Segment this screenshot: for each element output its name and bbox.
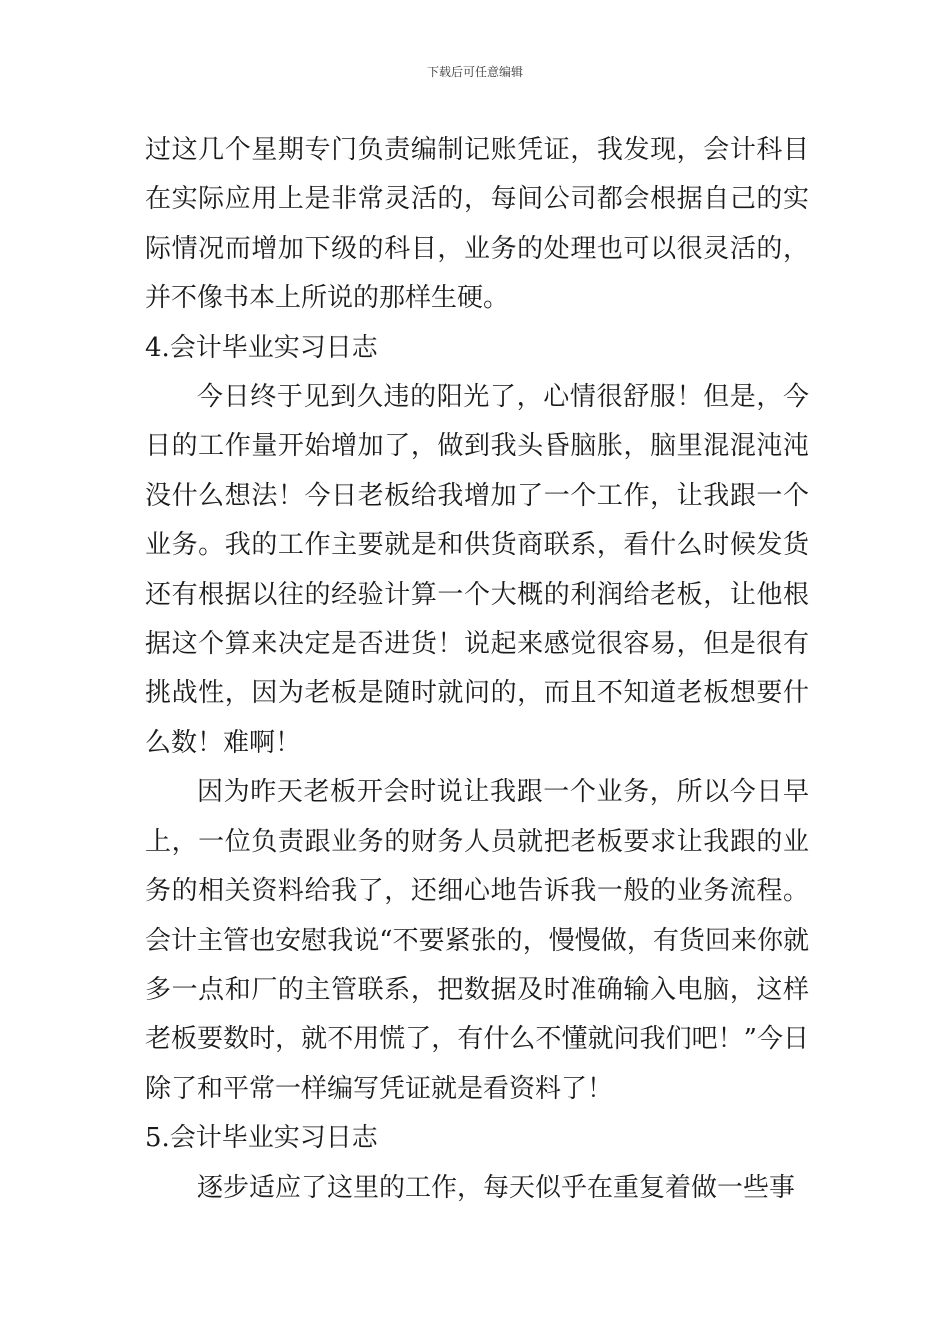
paragraph-continuation: 过这几个星期专门负责编制记账凭证，我发现，会计科目在实际应用上是非常灵活的，每间公司都会根据自己的实际情况而增加下级的科目，业务的处理也可以很灵活的，并不像书本上所说的那样生硬。 [145, 135, 809, 314]
section-heading-4: 4.会计毕业实习日志 [145, 332, 378, 363]
document-body [145, 126, 809, 1213]
section-heading-5: 5.会计毕业实习日志 [145, 1123, 378, 1154]
page-header-note: 下载后可任意编辑 [426, 65, 523, 79]
paragraph-day4-followup: 因为昨天老板开会时说让我跟一个业务，所以今日早上，一位负责跟业务的财务人员就把老板要求让我跟的业务的相关资料给我了，还细心地告诉我一般的业务流程。会计主管也安慰我说“不要紧张的，慢慢做，有货回来你就多一点和厂的主管联系，把数据及时准确输入电脑，这样老板要数时，就不用慌了，有什么不懂就问我们吧！”今日除了和平常一样编写凭证就是看资料了！ [145, 777, 809, 1104]
paragraph-day5-intro: 逐步适应了这里的工作，每天似乎在重复着做一些事 [197, 1172, 796, 1203]
paragraph-day4-intro: 今日终于见到久违的阳光了，心情很舒服！但是，今日的工作量开始增加了，做到我头昏脑胀，脑里混混沌沌没什么想法！今日老板给我增加了一个工作，让我跟一个业务。我的工作主要就是和供货商联系，看什么时候发货还有根据以往的经验计算一个大概的利润给老板，让他根据这个算来决定是否进货！说起来感觉很容易，但是很有挑战性，因为老板是随时就问的，而且不知道老板想要什么数！难啊！ [145, 382, 809, 758]
